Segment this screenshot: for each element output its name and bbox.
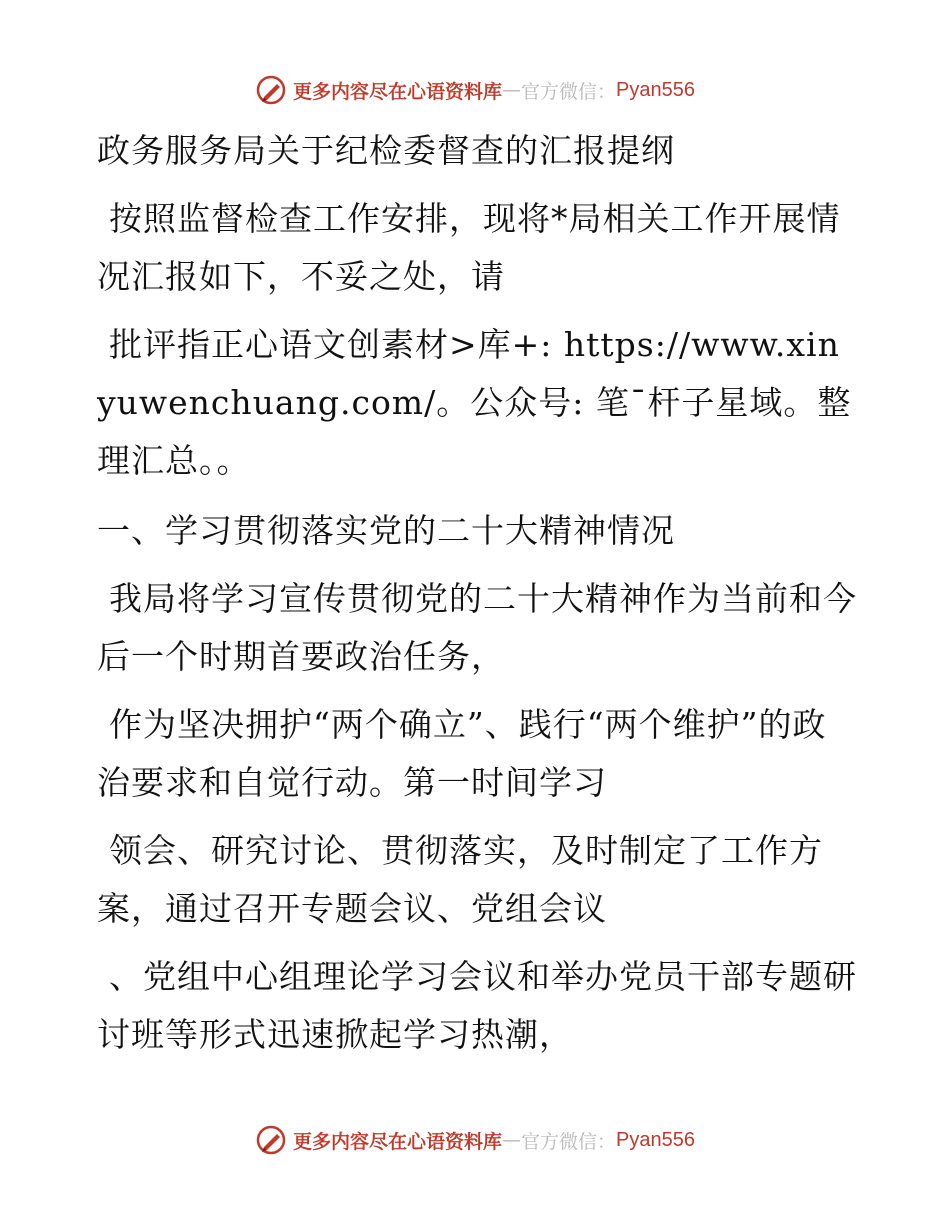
paragraph: 我局将学习宣传贯彻党的二十大精神作为当前和今后一个时期首要政治任务， [97,579,857,676]
paragraph: 批评指正心语文创素材>库+: https://www.xinyuwenchuang.com/。公众号: 笔¯杆子星域。整理汇总。。 [97,325,852,480]
header-banner [0,70,950,110]
paragraph: 领会、研究讨论、贯彻落实，及时制定了工作方案，通过召开专题会议、党组会议 [97,831,823,928]
banner-text: 更多内容尽在心语资料库 [293,1130,503,1153]
document-body [97,122,857,1074]
banner-separator: — [502,79,522,101]
paragraph: 按照监督检查工作安排，现将*局相关工作开展情况汇报如下，不妥之处，请 [97,199,841,296]
paragraph: 、党组中心组理论学习会议和举办党员干部专题研讨班等形式迅速掀起学习热潮， [97,957,857,1054]
document-title: 政务服务局关于纪检委督查的汇报提纲 [97,131,675,170]
pen-logo-icon [255,74,287,106]
footer-banner [0,1120,950,1160]
banner-separator: — [502,1129,522,1151]
banner-handle: Pyan556 [616,78,695,101]
pen-logo-icon [255,1124,287,1156]
banner-label: 官方微信： [521,80,617,103]
section-heading: 一、学习贯彻落实党的二十大精神情况 [97,511,675,550]
paragraph: 作为坚决拥护“两个确立”、践行“两个维护”的政治要求和自觉行动。第一时间学习 [97,705,827,802]
banner-text: 更多内容尽在心语资料库 [293,80,503,103]
banner-handle: Pyan556 [616,1128,695,1151]
banner-label: 官方微信： [521,1130,617,1153]
